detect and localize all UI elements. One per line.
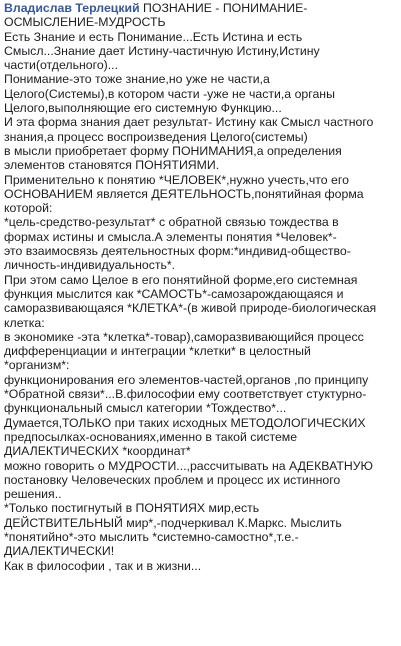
text-line: *цель-средство-результат* с обратной связью тождества в [4, 215, 339, 230]
text-line: постановку Человеческих проблем и процесс их истинного [4, 472, 341, 487]
text-line: саморазвивающаяся *КЛЕТКА*-(в живой природе-биологическая [4, 301, 377, 316]
text-line: можно говорить о МУДРОСТИ...,рассчитывать на АДЕКВАТНУЮ [4, 458, 373, 473]
text-line: части(отдельного)... [4, 58, 118, 73]
text-line: Как в философии , так и в жизни... [4, 558, 202, 573]
text-line: функциональный смысл категории *Тождество*... [4, 401, 287, 416]
text-line: ДИАЛЕКТИЧЕСКИ! [4, 544, 115, 559]
text-line: это взаимосвязь деятельностных форм:*индивид-общество- [4, 244, 351, 259]
text-line: формах истины и смысла.А элементы понятия *Человек*- [4, 229, 337, 244]
text-line: знания,а процесс воспроизведения Целого(системы) [4, 129, 308, 144]
text-line: ДИАЛЕКТИЧЕСКИХ *координат* [4, 444, 191, 459]
text-line: в мысли приобретает форму ПОНИМАНИЯ,а определения [4, 143, 342, 158]
post-text [4, 1, 399, 573]
text-line: в экономике -эта *клетка*-товар),саморазвивающийся процесс [4, 329, 364, 344]
text-line: *понятийно*-это мыслить *системно-самостно*,т.е.- [4, 529, 299, 544]
text-line: *Обратной связи*...В.философии ему соответствует стуктурно- [4, 387, 367, 402]
text-line: И эта форма знания дает результат- Истину как Смысл частного [4, 115, 374, 130]
text-line: *организм*: [4, 358, 70, 373]
text-line: личность-индивидуальность*. [4, 258, 176, 273]
text-line: ДЕЙСТВИТЕЛЬНЫЙ мир*,-подчеркивал К.Маркс. Мыслить [4, 515, 342, 530]
text-line: Есть Знание и есть Понимание...Есть Истина и есть [4, 29, 303, 44]
text-line: предпосылках-основаниях,именно в такой системе [4, 429, 298, 444]
text-line: Понимание-это тоже знание,но уже не части,а [4, 72, 270, 87]
text-line: ОСНОВАНИЕМ является ДЕЯТЕЛЬНОСТЬ,понятийная форма [4, 186, 364, 201]
text-line: функция мыслится как *САМОСТЬ*-самозарождающаяся и [4, 286, 344, 301]
text-line: Думается,ТОЛЬКО при таких исходных МЕТОДОЛОГИЧЕСКИХ [4, 415, 366, 430]
text-line: которой: [4, 201, 53, 216]
text-line: ОСМЫСЛЕНИЕ-МУДРОСТЬ [4, 15, 166, 30]
post-header [4, 1, 399, 15]
text-line: Применительно к понятию *ЧЕЛОВЕК*,нужно учесть,что его [4, 172, 349, 187]
post-title: ПОЗНАНИЕ - ПОНИМАНИЕ- [139, 1, 308, 15]
text-line: Смысл...Знание дает Истину-частичную Истину,Истину [4, 43, 320, 58]
text-line: функционирования его элементов-частей,органов ,по принципу [4, 372, 369, 387]
text-line: Целого(Системы),в котором части -уже не части,а органы [4, 86, 335, 101]
text-line: Целого,выполняющие его системную Функцию... [4, 101, 282, 116]
text-line: решения.. [4, 487, 62, 502]
author-link[interactable]: Владислав Терлецкий [4, 1, 140, 15]
text-line: *Только постигнутый в ПОНЯТИЯХ мир,есть [4, 501, 260, 516]
text-line: клетка: [4, 315, 45, 330]
text-line: элементов становятся ПОНЯТИЯМИ. [4, 158, 220, 173]
text-line: При этом само Целое в его понятийной форме,его системная [4, 272, 358, 287]
text-line: дифференциации и интеграции *клетки* в целостный [4, 344, 311, 359]
